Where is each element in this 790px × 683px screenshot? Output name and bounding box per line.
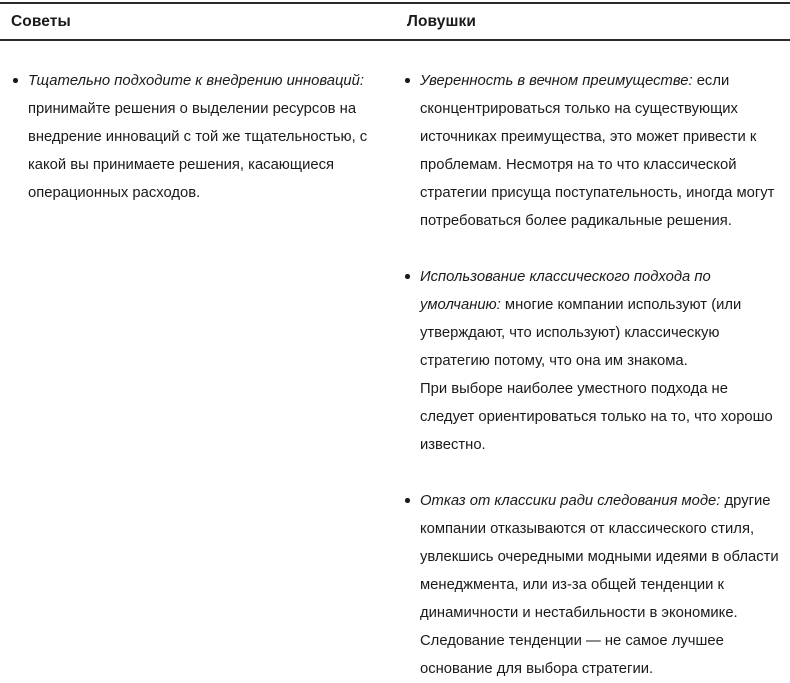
bullet-body-text: принимайте решения о выделении ресурсов на внедрение инноваций с той же тщательностью, с какой вы принимаете решения, касающиеся операционных расходов. xyxy=(28,101,368,201)
column-tips xyxy=(0,41,396,207)
tips-bullet-list xyxy=(11,67,382,207)
bullet-dot-icon xyxy=(405,498,410,503)
bullet-body-text: многие компании используют (или утверждают, что используют) классическую стратегию потому, что она им знакома. xyxy=(420,297,742,369)
bullet-body-text-continued: При выборе наиболее уместного подхода не следует ориентироваться только на то, что хорошо известно. xyxy=(420,381,773,453)
table-body-row xyxy=(0,41,790,677)
bullet-lead-in: Использование классического подхода по умолчанию: xyxy=(420,269,711,313)
bullet-lead-in: Тщательно подходите к внедрению инноваций: xyxy=(28,73,364,89)
bullet-dot-icon xyxy=(405,78,410,83)
column-header-tips: Советы xyxy=(11,12,71,30)
column-header-traps: Ловушки xyxy=(407,12,477,30)
column-traps xyxy=(396,41,790,683)
bullet-lead-in: Уверенность в вечном преимуществе: xyxy=(420,73,693,89)
list-item xyxy=(403,263,780,459)
bullet-lead-in: Отказ от классики ради следования моде: xyxy=(420,493,721,509)
bullet-dot-icon xyxy=(405,274,410,279)
bullet-body-text: если сконцентрироваться только на существующих источниках преимущества, это может привести к проблемам. Несмотря на то что классической стратегии присуща поступательность, иногда могут потребоваться более радикальные решения. xyxy=(420,73,775,229)
table-header-row xyxy=(0,4,790,39)
bullet-dot-icon xyxy=(13,78,18,83)
list-item xyxy=(403,487,780,683)
traps-bullet-list xyxy=(403,67,780,683)
list-item xyxy=(11,67,382,207)
list-item xyxy=(403,67,780,235)
bullet-body-text: другие компании отказываются от классического стиля, увлекшись очередными модными идеями в области менеджмента, или из-за общей тенденции к динамичности и нестабильности в экономике. Следование тенденции — не самое лучшее основание для выбора стратегии. xyxy=(420,493,779,677)
